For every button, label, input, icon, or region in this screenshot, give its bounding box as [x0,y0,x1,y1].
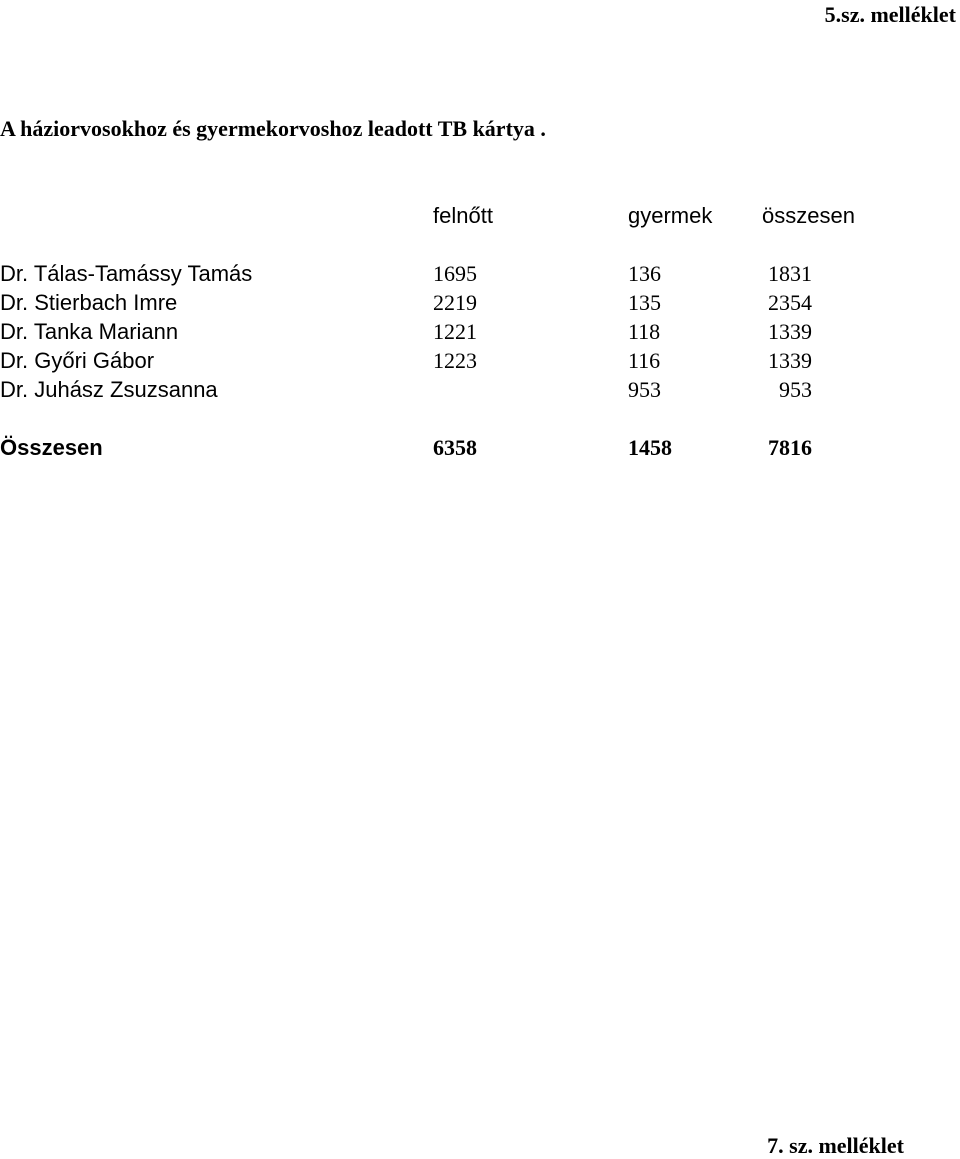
doctor-name: Dr. Tanka Mariann [0,319,179,344]
adult-count: 1223 [433,348,477,373]
doctor-name: Dr. Tálas-Tamássy Tamás [0,261,253,286]
row-total: 953 [779,377,812,402]
adult-count: 1695 [433,261,477,286]
child-count: 136 [628,261,661,286]
child-count: 118 [628,319,661,344]
table-row [0,347,960,375]
child-count: 116 [628,348,661,373]
column-header-adult: felnőtt [433,203,493,228]
totals-row [0,434,960,462]
totals-label: Összesen [0,435,103,460]
row-total: 1339 [768,319,812,344]
doctor-name: Dr. Győri Gábor [0,348,155,373]
table-row [0,318,960,346]
annex-label-top: 5.sz. melléklet [824,2,956,27]
table-row [0,289,960,317]
doctor-name: Dr. Stierbach Imre [0,290,178,315]
totals-adult: 6358 [433,435,477,460]
doctor-name: Dr. Juhász Zsuzsanna [0,377,218,402]
document-title: A háziorvosokhoz és gyermekorvoshoz leadott TB kártya . [0,116,546,141]
table-row [0,260,960,288]
totals-grand: 7816 [768,435,812,460]
child-count: 953 [628,377,661,402]
table-row [0,376,960,404]
row-total: 1339 [768,348,812,373]
adult-count: 1221 [433,319,477,344]
child-count: 135 [628,290,661,315]
row-total: 2354 [768,290,812,315]
adult-count: 2219 [433,290,477,315]
column-header-total: összesen [762,203,855,228]
column-header-child: gyermek [628,203,713,228]
annex-label-bottom: 7. sz. melléklet [767,1133,904,1158]
table-header-row [0,202,960,230]
totals-child: 1458 [628,435,672,460]
row-total: 1831 [768,261,812,286]
